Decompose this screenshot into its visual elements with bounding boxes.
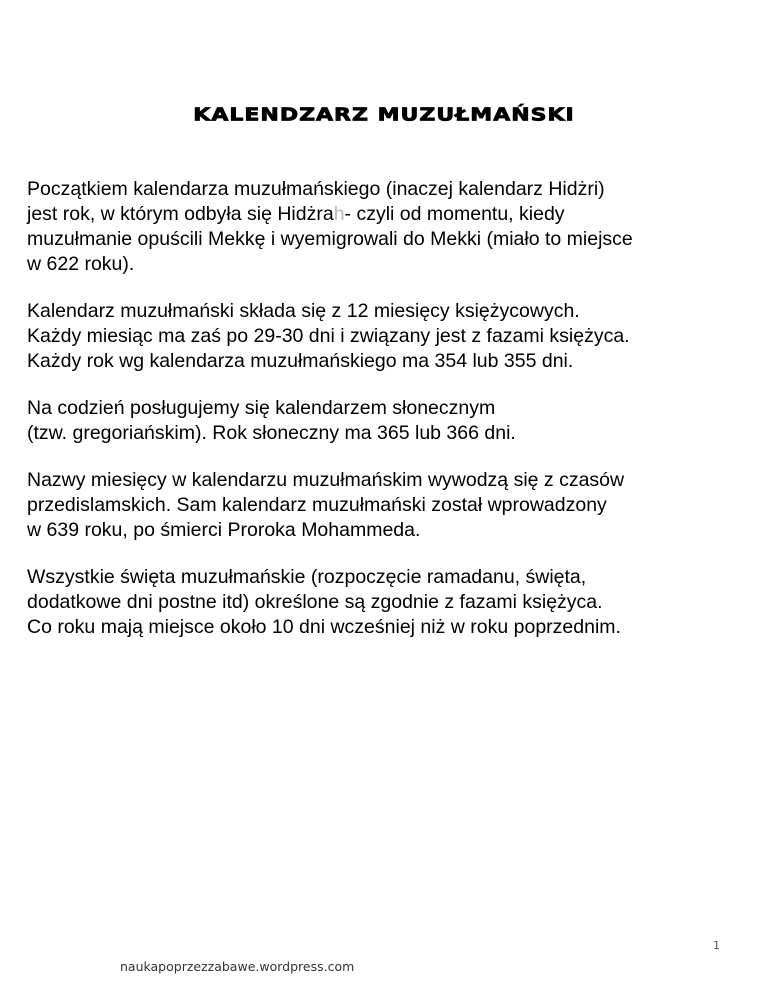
document-body xyxy=(27,177,747,662)
paragraph-hijri-origin xyxy=(27,177,747,277)
text-line: jest rok, w którym odbyła się Hidżra xyxy=(27,203,334,225)
page-number: 1 xyxy=(713,939,720,952)
text-line: Na codzień posługujemy się kalendarzem słonecznym xyxy=(27,397,496,419)
text-line: dodatkowe dni postne itd) określone są zgodnie z fazami księżyca. xyxy=(27,591,603,613)
text-line: Początkiem kalendarza muzułmańskiego (inaczej kalendarz Hidżri) xyxy=(27,178,605,200)
paragraph-month-names xyxy=(27,468,747,543)
footer-website: naukapoprzezzabawe.wordpress.com xyxy=(120,959,355,974)
text-line: Kalendarz muzułmański składa się z 12 miesięcy księżycowych. xyxy=(27,300,580,322)
text-line: w 639 roku, po śmierci Proroka Mohammeda. xyxy=(27,519,421,541)
text-line: (tzw. gregoriańskim). Rok słoneczny ma 365 lub 366 dni. xyxy=(27,422,516,444)
page-title: KALENDZARZ MUZUŁMAŃSKI xyxy=(193,104,575,126)
paragraph-lunar-months xyxy=(27,299,747,374)
text-line: Nazwy miesięcy w kalendarzu muzułmańskim wywodzą się z czasów xyxy=(27,469,625,491)
text-line: Wszystkie święta muzułmańskie (rozpoczęcie ramadanu, święta, xyxy=(27,566,587,588)
paragraph-holidays xyxy=(27,565,747,640)
text-line: Każdy rok wg kalendarza muzułmańskiego ma 354 lub 355 dni. xyxy=(27,350,574,372)
text-line: Co roku mają miejsce około 10 dni wcześniej niż w roku poprzednim. xyxy=(27,616,621,638)
text-line: muzułmanie opuścili Mekkę i wyemigrowali do Mekki (miało to miejsce xyxy=(27,228,633,250)
text-line: przedislamskich. Sam kalendarz muzułmański został wprowadzony xyxy=(27,494,607,516)
text-line: Każdy miesiąc ma zaś po 29-30 dni i związany jest z fazami księżyca. xyxy=(27,325,630,347)
paragraph-solar-calendar xyxy=(27,396,747,446)
faded-letter: h xyxy=(333,203,345,225)
text-line: - czyli od momentu, kiedy xyxy=(344,203,565,225)
text-line: w 622 roku). xyxy=(27,253,135,275)
